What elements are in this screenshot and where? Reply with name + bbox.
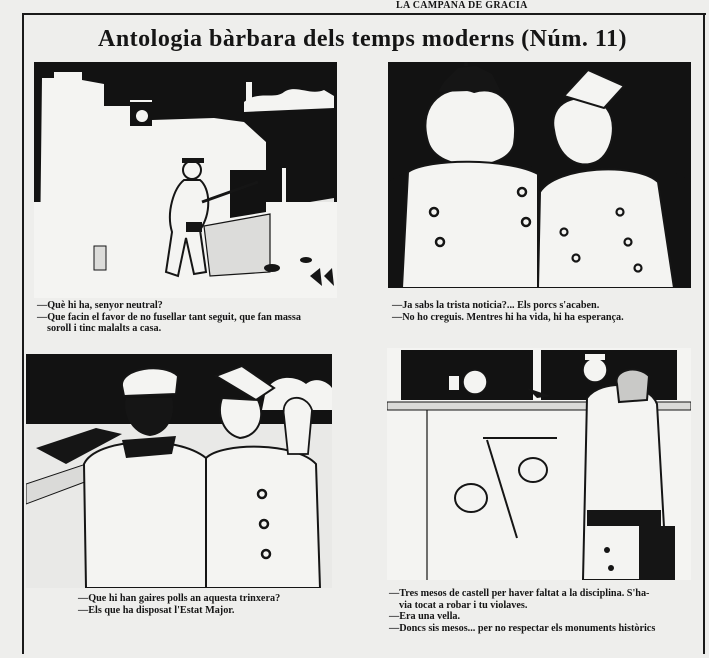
caption-line: soroll i tinc malalts a casa.	[47, 323, 162, 334]
castle-soldier-illustration	[34, 62, 337, 298]
top-rule	[22, 13, 706, 15]
officers-illustration	[388, 62, 691, 288]
right-border	[703, 14, 705, 654]
trench-officers-illustration	[26, 354, 332, 588]
caption-panel-3	[78, 593, 280, 616]
caption-line: —No ho creguis. Mentres hi ha vida, hi ha esperança.	[392, 311, 624, 323]
cartoon-panel-3	[26, 354, 332, 588]
caption-line: —Que facin el favor de no fusellar tant seguit, que fan massa	[37, 311, 301, 323]
caption-line: —Què hi ha, senyor neutral?	[37, 300, 163, 311]
tribunal-illustration	[387, 348, 691, 580]
publication-name: LA CAMPANA DE GRACIA	[396, 0, 528, 11]
cartoon-panel-4	[387, 348, 691, 580]
caption-panel-2	[392, 300, 624, 323]
caption-line: —Els que ha disposat l'Estat Major.	[78, 604, 235, 616]
cartoon-panel-2	[388, 62, 691, 288]
caption-panel-1	[37, 300, 301, 335]
left-border	[22, 14, 24, 654]
caption-line: —Que hi han gaires polls an aquesta trinxera?	[78, 593, 281, 604]
caption-line: —Doncs sis mesos... per no respectar els monuments històrics	[389, 622, 656, 634]
caption-line: —Era una vella.	[389, 611, 461, 622]
cartoon-panel-1	[34, 62, 337, 298]
running-header	[0, 0, 709, 12]
caption-panel-4	[389, 588, 655, 634]
caption-line: —Ja sabs la trista noticia?... Els porcs s'acaben.	[392, 300, 600, 311]
caption-line: —Tres mesos de castell per haver faltat a la disciplina. S'ha-	[389, 588, 650, 599]
caption-line: via tocat a robar i tu violaves.	[399, 599, 528, 611]
page-title: Antologia bàrbara dels temps moderns (Núm. 11)	[97, 26, 627, 52]
